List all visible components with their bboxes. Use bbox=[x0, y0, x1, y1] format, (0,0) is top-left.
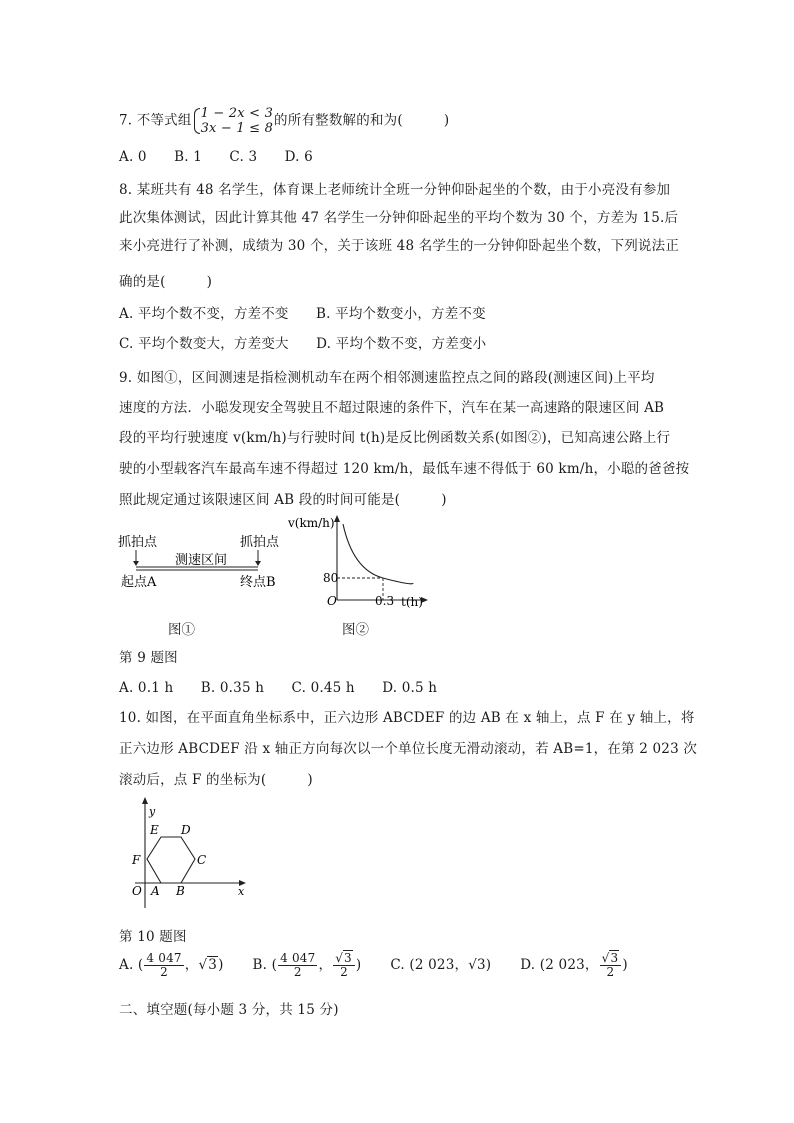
vertex-e: E bbox=[150, 823, 159, 837]
q10-line-1: 10. 如图，在平面直角坐标系中，正六边形 ABCDEF 的边 AB 在 x 轴上，点 F 在 y 轴上，将 bbox=[119, 710, 695, 726]
vertex-d: D bbox=[181, 823, 191, 837]
q8-options-cd: C. 平均个数变大，方差变大 D. 平均个数不变，方差变小 bbox=[119, 336, 487, 352]
inequality-system bbox=[193, 106, 273, 136]
inequality-2: 3x − 1 ≤ 8 bbox=[200, 121, 274, 136]
q9-line-3: 段的平均行驶速度 v(km/h)与行驶时间 t(h)是反比例函数关系(如图②)，已知高速公路上行 bbox=[119, 430, 671, 446]
y-axis-label-y: y bbox=[149, 805, 156, 818]
y-tick-80: 80 bbox=[323, 571, 339, 585]
snap-point-right: 抓拍点 bbox=[240, 535, 280, 550]
vertex-a: A bbox=[151, 884, 160, 898]
origin-label: O bbox=[327, 594, 337, 608]
vertex-c: C bbox=[197, 853, 207, 867]
figure-1-speed-section bbox=[118, 528, 298, 598]
q8-line-2: 此次集体测试，因此计算其他 47 名学生一分钟仰卧起坐的平均个数为 30 个，方差为 15.后 bbox=[119, 210, 679, 226]
q10-line-2: 正六边形 ABCDEF 沿 x 轴正方向每次以一个单位长度无滑动滚动，若 AB=1，在第 2 023 次 bbox=[119, 741, 698, 757]
y-axis-label: v(km/h) bbox=[288, 516, 335, 530]
snap-point-left: 抓拍点 bbox=[118, 535, 158, 550]
x-tick-0-3: 0.3 bbox=[375, 594, 395, 608]
q10-options bbox=[119, 952, 628, 979]
q8-line-1: 8. 某班共有 48 名学生，体育课上老师统计全班一分钟仰卧起坐的个数，由于小亮没有参加 bbox=[119, 182, 671, 198]
q9-line-4: 驶的小型载客汽车最高车速不得超过 120 km/h，最低车速不得低于 60 km/h，小聪的爸爸按 bbox=[119, 461, 690, 477]
q9-line-5: 照此规定通过该限速区间 AB 段的时间可能是( ) bbox=[119, 492, 447, 508]
q8-line-3: 来小亮进行了补测，成绩为 30 个，关于该班 48 名学生的一分钟仰卧起坐个数，下列说法正 bbox=[119, 238, 680, 254]
figure-2-inverse-graph bbox=[285, 512, 435, 612]
q10-option-d: D. (2 023， $\frac{√3}{2}$ ) bbox=[520, 951, 628, 979]
q7-prefix: 7. 不等式组 bbox=[119, 112, 192, 129]
vertex-b: B bbox=[176, 884, 185, 898]
q9-line-1: 9. 如图①，区间测速是指检测机动车在两个相邻测速监控点之间的路段(测速区间)上平均 bbox=[119, 370, 655, 386]
figure-1-caption: 图① bbox=[168, 622, 195, 638]
hexagon-figure bbox=[125, 795, 255, 915]
q10-option-b: B. ( $\frac{4 047}{2}$ ， $\frac{√3}{2}$ ) bbox=[252, 951, 362, 979]
q8-line-4: 确的是( ) bbox=[119, 274, 213, 290]
q10-line-3: 滚动后，点 F 的坐标为( ) bbox=[119, 772, 313, 788]
q10-option-a: A. ( $\frac{4 047}{2}$ ，√3) bbox=[119, 951, 224, 979]
end-point-b: 终点B bbox=[240, 575, 276, 590]
q9-line-2: 速度的方法．小聪发现安全驾驶且不超过限速的条件下，汽车在某一高速路的限速区间 AB bbox=[119, 400, 665, 416]
start-point-a: 起点A bbox=[121, 575, 157, 590]
q10-option-c: C. (2 023，√3) bbox=[390, 957, 492, 973]
q8-options-ab: A. 平均个数不变，方差不变 B. 平均个数变小，方差不变 bbox=[119, 306, 486, 322]
x-axis-label-x: x bbox=[238, 885, 245, 898]
vertex-f: F bbox=[132, 853, 141, 867]
inequality-1: 1 − 2x < 3 bbox=[200, 106, 274, 121]
question-7 bbox=[119, 106, 449, 136]
section-2-heading: 二、填空题(每小题 3 分，共 15 分) bbox=[119, 1002, 339, 1018]
q10-figure-caption: 第 10 题图 bbox=[119, 929, 187, 945]
q9-options: A. 0.1 h B. 0.35 h C. 0.45 h D. 0.5 h bbox=[119, 680, 438, 696]
section-label: 测速区间 bbox=[175, 553, 228, 568]
origin-o: O bbox=[132, 884, 142, 898]
figure-2-caption: 图② bbox=[342, 622, 369, 638]
x-axis-label: t(h) bbox=[401, 595, 423, 609]
q7-options: A. 0 B. 1 C. 3 D. 6 bbox=[119, 149, 313, 165]
q9-figure-caption: 第 9 题图 bbox=[119, 650, 178, 666]
q7-suffix: 的所有整数解的和为( ) bbox=[274, 112, 450, 129]
